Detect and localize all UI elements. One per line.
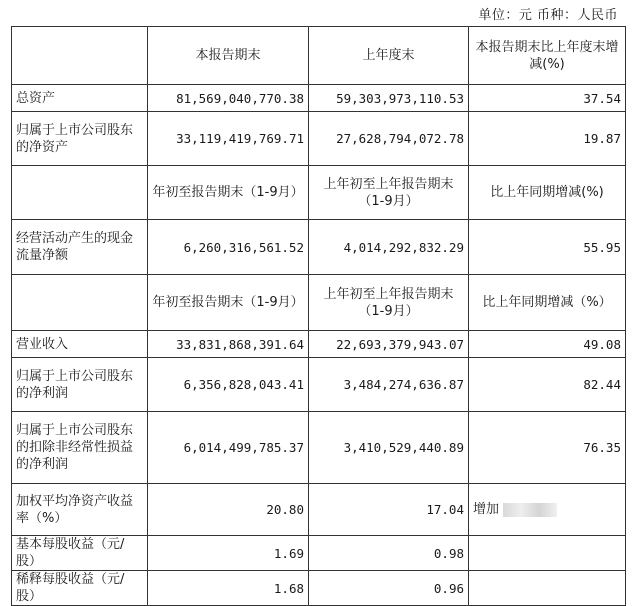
table-row <box>12 358 626 412</box>
table-row <box>12 112 626 166</box>
table-header-row <box>12 27 626 85</box>
cell-value: 27,628,794,072.78 <box>309 112 469 166</box>
cell-text: 增加 <box>473 502 500 517</box>
cell-value: 6,356,828,043.41 <box>148 358 309 412</box>
header-empty-cell <box>12 275 148 331</box>
cell-value: 49.08 <box>469 331 626 358</box>
header-empty-cell <box>12 166 148 220</box>
table-subheader-row <box>12 275 626 331</box>
row-label-basic-eps: 基本每股收益（元/股） <box>12 536 148 571</box>
cell-value: 6,260,316,561.52 <box>148 220 309 275</box>
table-row <box>12 484 626 536</box>
table-row <box>12 331 626 358</box>
header-ytd: 年初至报告期末（1-9月） <box>148 275 309 331</box>
cell-value: 33,119,419,769.71 <box>148 112 309 166</box>
cell-value <box>469 571 626 606</box>
table-row <box>12 220 626 275</box>
cell-value: 20.80 <box>148 484 309 536</box>
cell-value: 0.98 <box>309 536 469 571</box>
cell-value: 6,014,499,785.37 <box>148 412 309 484</box>
cell-value: 0.96 <box>309 571 469 606</box>
table-row <box>12 412 626 484</box>
table-row <box>12 85 626 112</box>
cell-value: 3,484,274,636.87 <box>309 358 469 412</box>
cell-value: 19.87 <box>469 112 626 166</box>
cell-value: 82.44 <box>469 358 626 412</box>
cell-value: 81,569,040,770.38 <box>148 85 309 112</box>
header-current-period-end: 本报告期末 <box>148 27 309 85</box>
cell-value: 1.68 <box>148 571 309 606</box>
header-yoy-change: 比上年同期增减（%） <box>469 275 626 331</box>
cell-value: 4,014,292,832.29 <box>309 220 469 275</box>
header-empty-cell <box>12 27 148 85</box>
table-row <box>12 571 626 606</box>
cell-value: 17.04 <box>309 484 469 536</box>
financial-summary-table <box>11 26 626 606</box>
header-prior-ytd: 上年初至上年报告期末（1-9月） <box>309 166 469 220</box>
row-label-roe: 加权平均净资产收益率（%） <box>12 484 148 536</box>
obscured-region <box>503 503 557 517</box>
row-label-operating-cash-flow: 经营活动产生的现金流量净额 <box>12 220 148 275</box>
unit-currency-line: 单位：元 币种：人民币 <box>478 8 618 23</box>
row-label-adjusted-net-profit: 归属于上市公司股东的扣除非经常性损益的净利润 <box>12 412 148 484</box>
cell-value: 1.69 <box>148 536 309 571</box>
row-label-total-assets: 总资产 <box>12 85 148 112</box>
table-subheader-row <box>12 166 626 220</box>
header-yoy-change: 比上年同期增减(%) <box>469 166 626 220</box>
cell-value: 3,410,529,440.89 <box>309 412 469 484</box>
header-prior-year-end: 上年度末 <box>309 27 469 85</box>
cell-value-partial <box>469 484 626 536</box>
cell-value <box>469 536 626 571</box>
row-label-revenue: 营业收入 <box>12 331 148 358</box>
table-row <box>12 536 626 571</box>
cell-value: 59,303,973,110.53 <box>309 85 469 112</box>
row-label-diluted-eps: 稀释每股收益（元/股） <box>12 571 148 606</box>
cell-value: 37.54 <box>469 85 626 112</box>
cell-value: 33,831,868,391.64 <box>148 331 309 358</box>
cell-value: 55.95 <box>469 220 626 275</box>
cell-value: 76.35 <box>469 412 626 484</box>
header-prior-ytd: 上年初至上年报告期末（1-9月） <box>309 275 469 331</box>
header-ytd: 年初至报告期末（1-9月） <box>148 166 309 220</box>
row-label-net-assets: 归属于上市公司股东的净资产 <box>12 112 148 166</box>
cell-value: 22,693,379,943.07 <box>309 331 469 358</box>
row-label-net-profit: 归属于上市公司股东的净利润 <box>12 358 148 412</box>
header-change-pct: 本报告期末比上年度末增减(%) <box>469 27 626 85</box>
